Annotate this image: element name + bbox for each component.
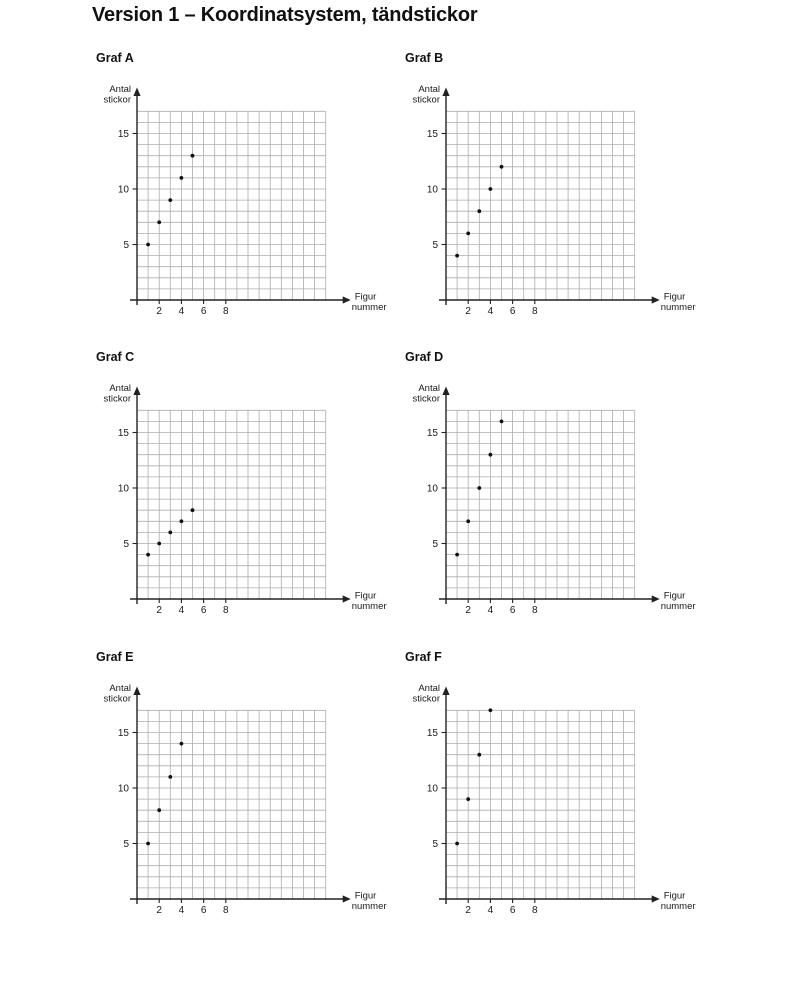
data-point — [168, 531, 172, 535]
data-point — [489, 453, 493, 457]
y-tick-label: 15 — [426, 129, 438, 141]
grid-lines — [446, 410, 635, 599]
x-tick-label: 4 — [178, 605, 185, 616]
x-axis-label: Figur — [663, 291, 686, 303]
y-tick-label: 5 — [432, 240, 438, 252]
data-point — [466, 232, 470, 236]
y-tick-label: 10 — [117, 184, 129, 196]
graph-title-d: Graf D — [405, 350, 444, 364]
y-tick-label: 5 — [123, 839, 129, 851]
grid-lines — [446, 710, 635, 899]
data-point — [146, 243, 150, 247]
y-tick-label: 15 — [426, 428, 438, 440]
x-tick-label: 6 — [509, 605, 516, 616]
y-axis-label: Antal — [418, 383, 440, 394]
x-tick-label: 4 — [178, 905, 185, 916]
x-axis-arrow-icon — [343, 895, 351, 902]
data-point — [180, 176, 184, 180]
y-axis-arrow-icon — [133, 88, 140, 97]
graph-panel-d — [405, 350, 711, 619]
page-title: Version 1 – Koordinatsystem, tändstickor — [92, 4, 478, 26]
data-point — [455, 553, 459, 557]
y-axis-label: stickor — [103, 693, 131, 705]
y-axis-label: stickor — [412, 94, 440, 106]
graph-panel-a — [96, 51, 402, 320]
scatter-plot-c — [96, 379, 400, 619]
x-tick-label: 6 — [509, 306, 516, 317]
y-axis-label: Antal — [418, 683, 440, 694]
y-axis-arrow-icon — [133, 387, 140, 396]
y-tick-label: 10 — [426, 783, 438, 795]
x-axis-label: nummer — [351, 302, 387, 313]
data-point — [455, 842, 459, 846]
data-point — [455, 254, 459, 258]
data-point — [477, 486, 481, 490]
data-point — [191, 508, 195, 512]
y-axis-label: stickor — [103, 94, 131, 106]
x-tick-label: 4 — [178, 306, 185, 317]
x-axis-label: Figur — [663, 890, 686, 902]
x-tick-label: 2 — [156, 905, 162, 916]
x-tick-label: 6 — [200, 905, 207, 916]
y-tick-label: 10 — [117, 483, 129, 495]
y-tick-label: 15 — [117, 129, 129, 141]
y-axis-arrow-icon — [442, 687, 449, 696]
x-tick-label: 8 — [223, 605, 229, 616]
x-axis-label: Figur — [354, 291, 377, 303]
x-tick-label: 8 — [223, 306, 229, 317]
scatter-plot-f — [405, 679, 709, 919]
x-tick-label: 8 — [223, 905, 229, 916]
x-tick-label: 8 — [532, 905, 538, 916]
x-tick-label: 6 — [200, 605, 207, 616]
x-axis-arrow-icon — [652, 595, 660, 602]
y-tick-label: 10 — [117, 783, 129, 795]
data-point — [477, 753, 481, 757]
x-tick-label: 2 — [156, 306, 162, 317]
graph-title-b: Graf B — [405, 51, 444, 65]
x-tick-label: 2 — [465, 605, 471, 616]
x-tick-label: 4 — [487, 306, 494, 317]
data-point — [146, 553, 150, 557]
x-axis-arrow-icon — [652, 296, 660, 303]
x-axis-label: nummer — [660, 601, 696, 612]
grid-lines — [137, 410, 326, 599]
y-axis-label: Antal — [109, 383, 131, 394]
x-tick-label: 4 — [487, 905, 494, 916]
y-axis-label: stickor — [103, 393, 131, 405]
data-point — [157, 808, 161, 812]
x-tick-label: 6 — [200, 306, 207, 317]
y-tick-label: 5 — [432, 839, 438, 851]
y-axis-arrow-icon — [442, 88, 449, 97]
graph-title-c: Graf C — [96, 350, 135, 364]
data-point — [489, 187, 493, 191]
x-tick-label: 6 — [509, 905, 516, 916]
scatter-plot-a — [96, 80, 400, 320]
y-axis-arrow-icon — [133, 687, 140, 696]
data-point — [168, 198, 172, 202]
x-axis-arrow-icon — [343, 595, 351, 602]
data-point — [500, 165, 504, 169]
data-point — [191, 154, 195, 158]
x-axis-label: Figur — [354, 890, 377, 902]
graph-title-e: Graf E — [96, 650, 134, 664]
data-point — [500, 420, 504, 424]
grid-lines — [137, 111, 326, 300]
y-axis-label: Antal — [109, 84, 131, 95]
data-point — [168, 775, 172, 779]
scatter-plot-e — [96, 679, 400, 919]
graph-panel-c — [96, 350, 402, 619]
grid-lines — [446, 111, 635, 300]
x-axis-label: Figur — [354, 590, 377, 602]
data-point — [180, 519, 184, 523]
y-tick-label: 15 — [426, 728, 438, 740]
y-axis-label: Antal — [418, 84, 440, 95]
x-tick-label: 8 — [532, 306, 538, 317]
data-point — [477, 209, 481, 213]
graph-title-f: Graf F — [405, 650, 442, 664]
data-point — [489, 708, 493, 712]
data-point — [146, 842, 150, 846]
x-axis-label: nummer — [660, 302, 696, 313]
y-tick-label: 15 — [117, 428, 129, 440]
y-tick-label: 10 — [426, 483, 438, 495]
data-point — [157, 542, 161, 546]
grid-lines — [137, 710, 326, 899]
x-tick-label: 8 — [532, 605, 538, 616]
y-tick-label: 10 — [426, 184, 438, 196]
graph-panel-b — [405, 51, 711, 320]
x-axis-label: Figur — [663, 590, 686, 602]
x-tick-label: 4 — [487, 605, 494, 616]
y-axis-label: stickor — [412, 393, 440, 405]
graph-panel-f — [405, 650, 711, 919]
scatter-plot-b — [405, 80, 709, 320]
y-tick-label: 5 — [432, 539, 438, 551]
x-axis-arrow-icon — [652, 895, 660, 902]
y-tick-label: 5 — [123, 539, 129, 551]
x-tick-label: 2 — [465, 306, 471, 317]
graph-title-a: Graf A — [96, 51, 134, 65]
data-point — [180, 742, 184, 746]
x-axis-label: nummer — [660, 901, 696, 912]
y-tick-label: 5 — [123, 240, 129, 252]
x-axis-label: nummer — [351, 901, 387, 912]
y-axis-label: stickor — [412, 693, 440, 705]
x-tick-label: 2 — [156, 605, 162, 616]
x-tick-label: 2 — [465, 905, 471, 916]
y-tick-label: 15 — [117, 728, 129, 740]
x-axis-arrow-icon — [343, 296, 351, 303]
x-axis-label: nummer — [351, 601, 387, 612]
graph-panel-e — [96, 650, 402, 919]
scatter-plot-d — [405, 379, 709, 619]
data-point — [466, 797, 470, 801]
data-point — [466, 519, 470, 523]
data-point — [157, 220, 161, 224]
y-axis-arrow-icon — [442, 387, 449, 396]
y-axis-label: Antal — [109, 683, 131, 694]
